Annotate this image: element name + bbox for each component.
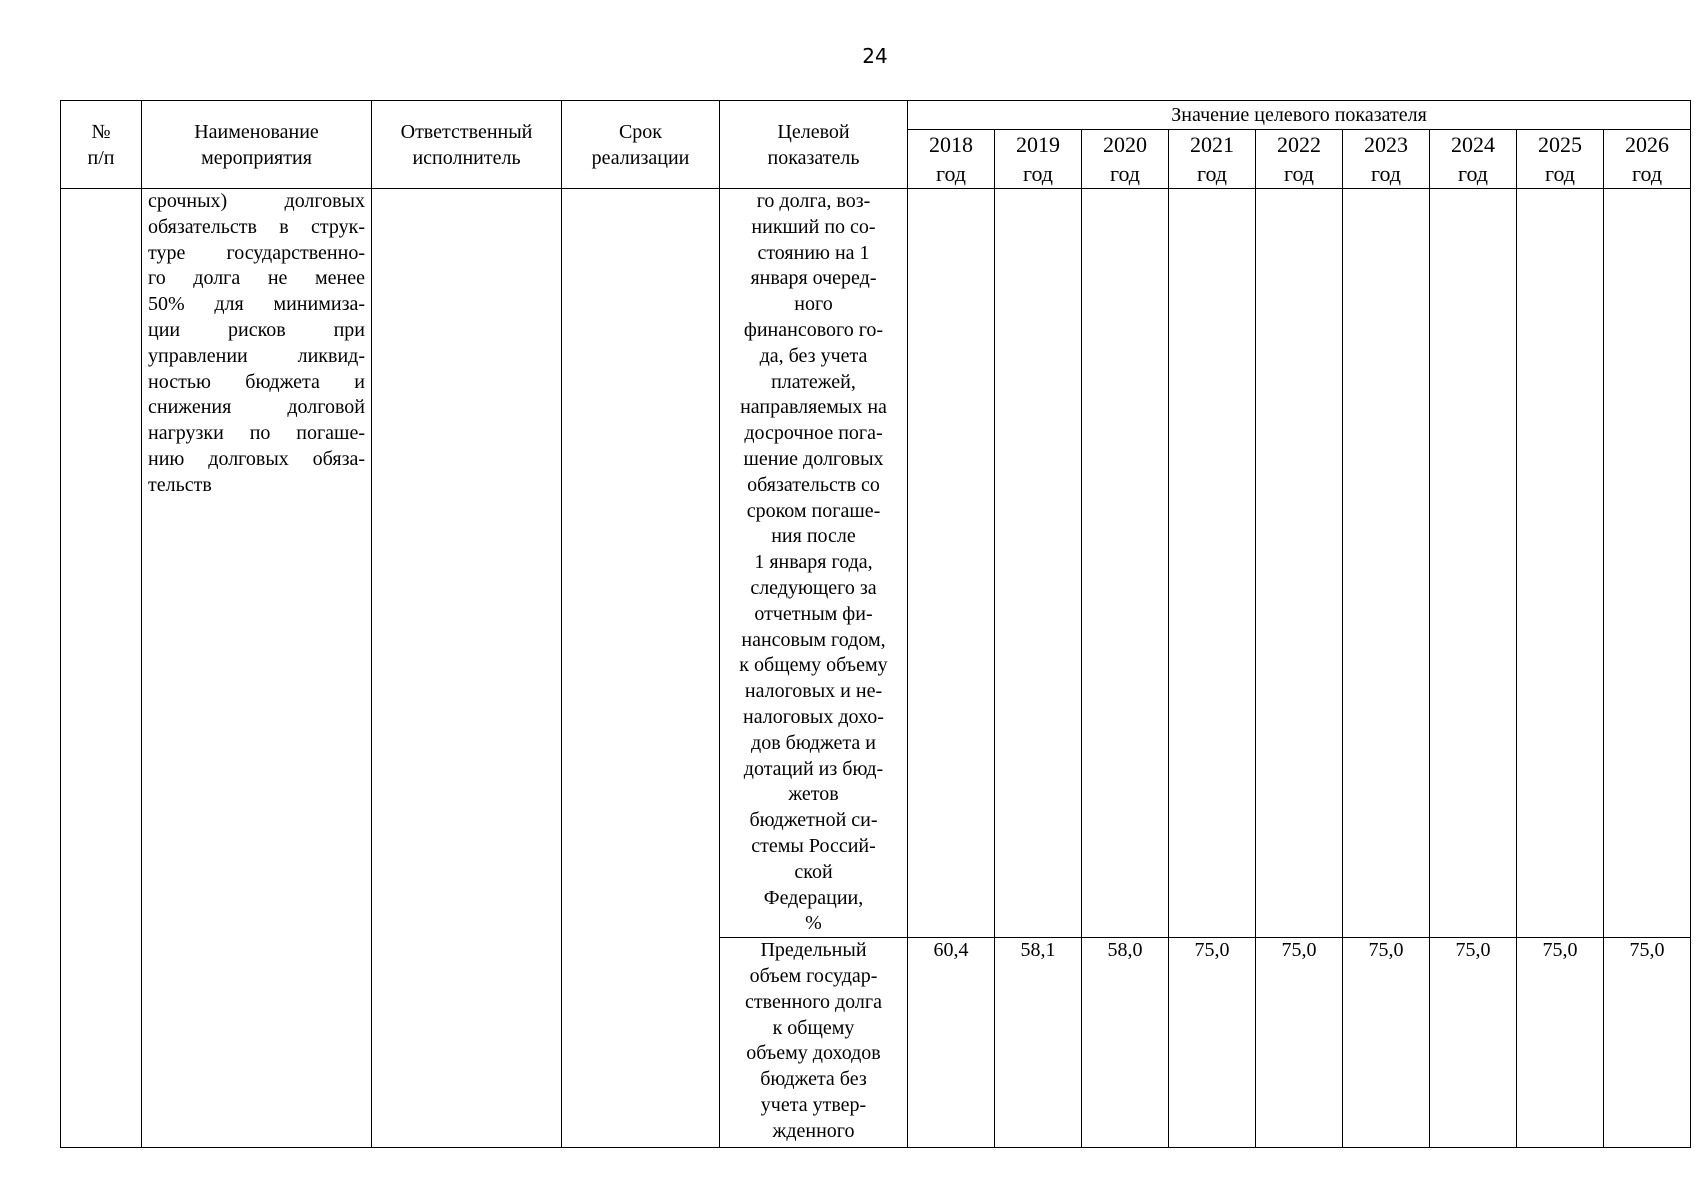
value-cell-2018: 60,4 [908,938,995,1148]
cell-indicator-1: го долга, воз- никший по со- стоянию на 1 января очеред- ного финансового го- да, без учета платежей, направляемых на досрочное пога- шение долговых обязательств со сроком погаше- ния после 1 января года, следующего за отчетным фи- нансовым годом, к общему объему налоговых и не- налоговых дохо- дов бюджета и дотаций из бюд- жетов бюджетной си- стемы Россий- ской Федерации, % [720,189,908,938]
header-number: № п/п [61,101,142,189]
value-cell [1343,189,1430,938]
table-row-indicator-1 [61,189,1691,938]
header-target-indicator: Целевой показатель [720,101,908,189]
cell-number [61,189,142,1148]
header-year-2019: 2019 год [995,130,1082,189]
header-indicator-value-group: Значение целевого показателя [908,101,1691,130]
header-year-2020: 2020 год [1082,130,1169,189]
value-cell-2019: 58,1 [995,938,1082,1148]
value-cell-2021: 75,0 [1169,938,1256,1148]
value-cell [1256,189,1343,938]
cell-indicator-2: Предельный объем государ- ственного долга к общему объему доходов бюджета без учета утвер- жденного [720,938,908,1148]
value-cell-2020: 58,0 [1082,938,1169,1148]
value-cell [1517,189,1604,938]
value-cell [1430,189,1517,938]
value-cell [1082,189,1169,938]
header-year-2022: 2022 год [1256,130,1343,189]
value-cell-2023: 75,0 [1343,938,1430,1148]
cell-measure-name: срочных) долговых обязательств в струк- туре государственно- го долга не менее 50% для минимиза- ции рисков при управлении ликвид- ностью бюджета и снижения долговой нагрузки по погаше- нию долговых обяза- тельств [142,189,372,1148]
header-responsible-executor: Ответственный исполнитель [372,101,562,189]
page-number: 24 [862,44,888,68]
header-year-2025: 2025 год [1517,130,1604,189]
value-cell [995,189,1082,938]
header-year-2024: 2024 год [1430,130,1517,189]
header-implementation-term: Срок реализации [562,101,720,189]
value-cell [1604,189,1691,938]
target-indicators-table [60,100,1691,1148]
header-year-2021: 2021 год [1169,130,1256,189]
header-year-2018: 2018 год [908,130,995,189]
cell-responsible-executor [372,189,562,1148]
value-cell-2024: 75,0 [1430,938,1517,1148]
cell-implementation-term [562,189,720,1148]
value-cell [908,189,995,938]
value-cell-2025: 75,0 [1517,938,1604,1148]
value-cell-2022: 75,0 [1256,938,1343,1148]
header-year-2026: 2026 год [1604,130,1691,189]
value-cell [1169,189,1256,938]
header-measure-name: Наименование мероприятия [142,101,372,189]
header-year-2023: 2023 год [1343,130,1430,189]
value-cell-2026: 75,0 [1604,938,1691,1148]
